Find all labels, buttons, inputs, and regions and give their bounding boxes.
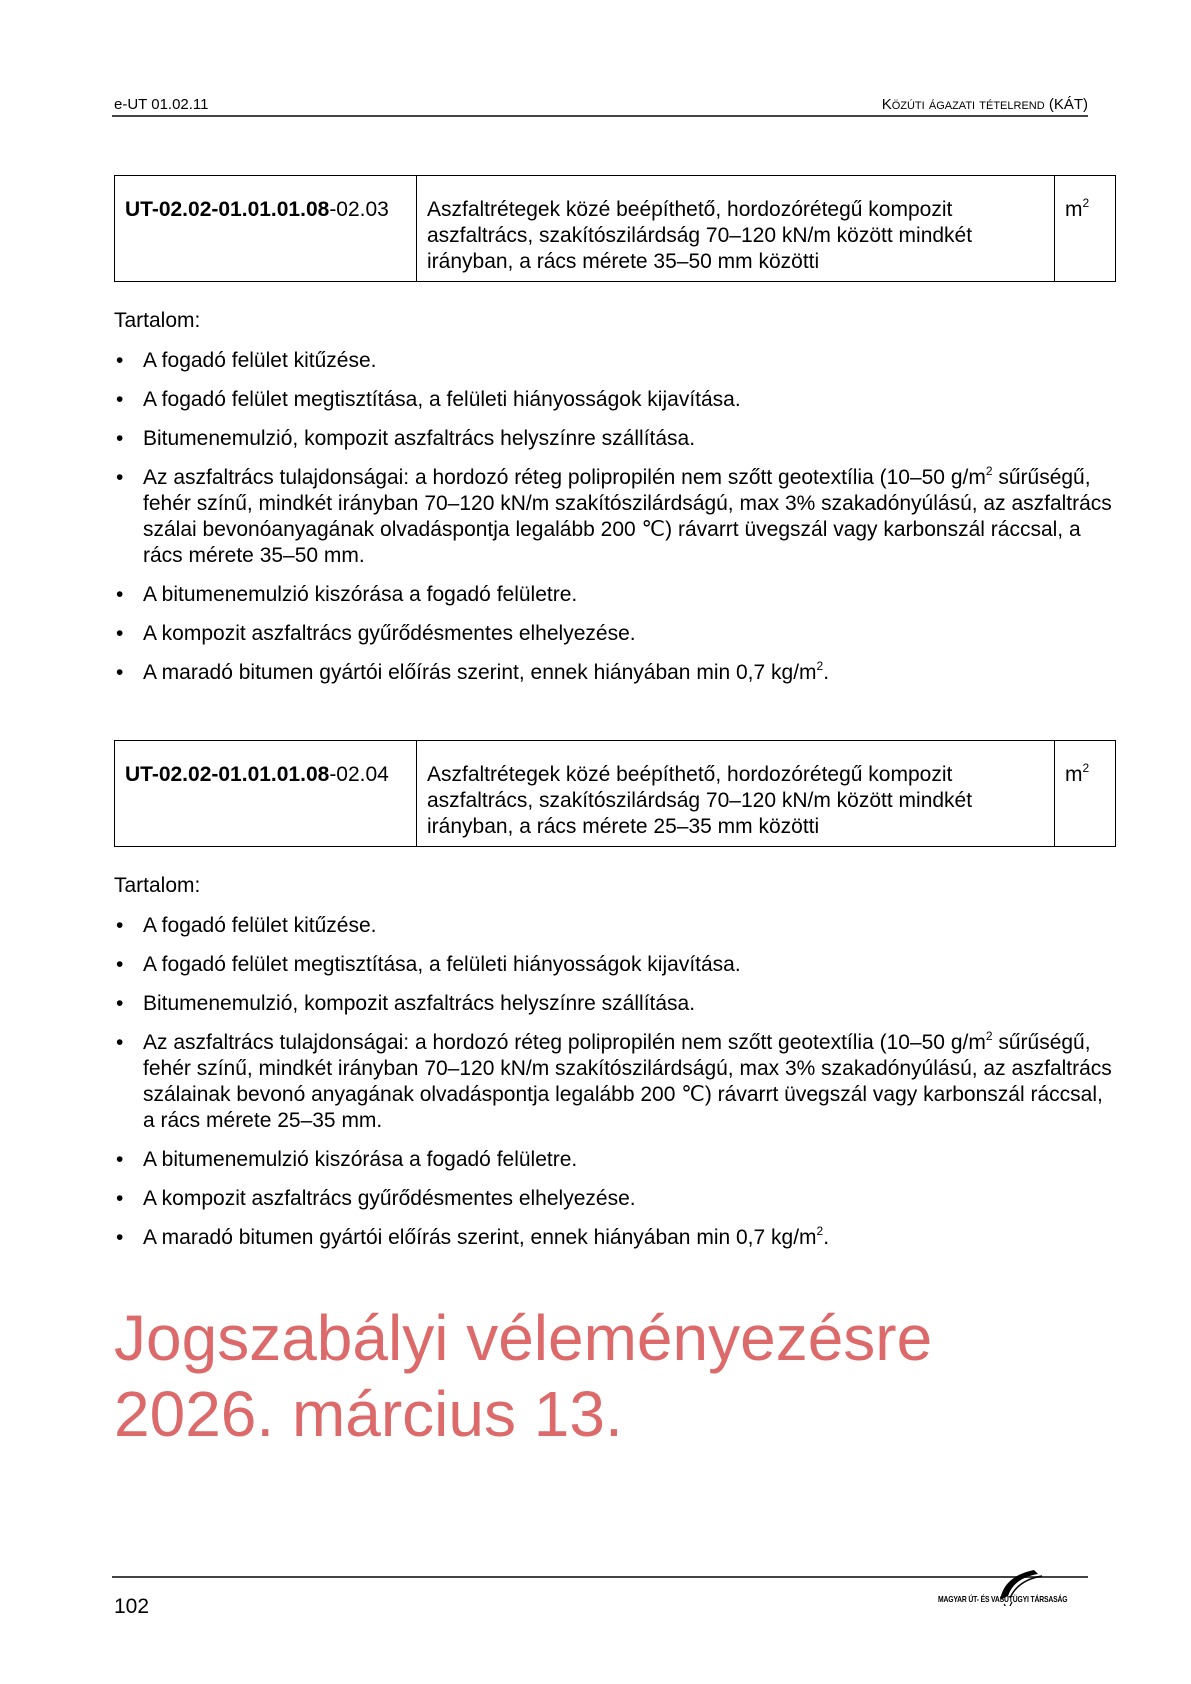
- header-rule: [112, 115, 1088, 117]
- list-item: • A kompozit aszfaltrács gyűrődésmentes elhelyezése.: [114, 1186, 1114, 1212]
- list-item: • Bitumenemulzió, kompozit aszfaltrács helyszínre szállítása.: [114, 426, 1114, 452]
- content-list: [114, 913, 1114, 1264]
- page-number: 102: [114, 1595, 150, 1618]
- list-item-text: A maradó bitumen gyártói előírás szerint, ennek hiányában min 0,7 kg/m: [143, 661, 817, 684]
- list-item: • A fogadó felület kitűzése.: [114, 913, 1114, 939]
- item-unit: $m^2$: [1055, 176, 1116, 282]
- list-item-text: A maradó bitumen gyártói előírás szerint, ennek hiányában min 0,7 kg/m: [143, 1226, 817, 1249]
- item-code: UT-02.02-01.01.01.08-02.04: [115, 741, 417, 847]
- item-table-1: [114, 175, 1116, 282]
- list-item: • A bitumenemulzió kiszórása a fogadó felületre.: [114, 582, 1114, 608]
- item-unit: $m^2$: [1055, 741, 1116, 847]
- list-item: • A fogadó felület kitűzése.: [114, 348, 1114, 374]
- item-table-2: [114, 740, 1116, 847]
- content-label: Tartalom:: [114, 874, 201, 897]
- content-label: Tartalom:: [114, 309, 201, 332]
- list-item-text: sűrűségű, fehér színű, mindkét irányban 70–120 kN/m szakítószilárdságú, max 3% szakadónyúlású, az aszfaltrács szálainak bevonó anyagának olvadáspontja legalább 200 ℃) rávarrt üvegszál vagy karbonszál ráccsal, a rács mérete 25–35 mm.: [143, 1031, 1112, 1132]
- list-item-text: sűrűségű, fehér színű, mindkét irányban 70–120 kN/m szakítószilárdságú, max 3% szakadónyúlású, az aszfaltrács szálai bevonóanyagának olvadáspontja legalább 200 ℃) rávarrt üvegszál vagy karbonszál ráccsal, a rács mérete 35–50 mm.: [143, 466, 1112, 567]
- list-item-text: Az aszfaltrács tulajdonságai: a hordozó réteg polipropilén nem szőtt geotextília (10–50 g/m: [143, 466, 986, 489]
- list-item-text: 2: [816, 1224, 824, 1238]
- list-item: [114, 660, 1114, 686]
- list-item-text: 2: [985, 1029, 993, 1043]
- item-code: UT-02.02-01.01.01.08-02.03: [115, 176, 417, 282]
- list-item: • A kompozit aszfaltrács gyűrődésmentes elhelyezése.: [114, 621, 1114, 647]
- list-item: [114, 465, 1114, 569]
- item-description: Aszfaltrétegek közé beépíthető, hordozórétegű kompozit aszfaltrács, szakítószilárdság 70–120 kN/m között mindkét irányban, a rács mérete 35–50 mm közötti: [417, 176, 1055, 282]
- header-doc-id: e-UT 01.02.11: [114, 96, 209, 113]
- watermark-text: Jogszabályi véleményezésre 2026. március 13.: [114, 1302, 933, 1450]
- list-item: • A bitumenemulzió kiszórása a fogadó felületre.: [114, 1147, 1114, 1173]
- list-item: • A fogadó felület megtisztítása, a felületi hiányosságok kijavítása.: [114, 952, 1114, 978]
- list-item-text: .: [823, 1226, 830, 1249]
- list-item: [114, 1030, 1114, 1134]
- list-item-text: 2: [816, 659, 824, 673]
- header-title: Közúti ágazati tételrend (KÁT): [881, 96, 1088, 113]
- list-item: [114, 1225, 1114, 1251]
- society-logo: MAGYAR ÚT- ÉS VASÚTÜGYI TÁRSASÁG: [938, 1572, 1088, 1612]
- item-description: Aszfaltrétegek közé beépíthető, hordozórétegű kompozit aszfaltrács, szakítószilárdság 70–120 kN/m között mindkét irányban, a rács mérete 25–35 mm közötti: [417, 741, 1055, 847]
- list-item: • Bitumenemulzió, kompozit aszfaltrács helyszínre szállítása.: [114, 991, 1114, 1017]
- list-item-text: .: [823, 661, 830, 684]
- list-item: • A fogadó felület megtisztítása, a felületi hiányosságok kijavítása.: [114, 387, 1114, 413]
- list-item-text: 2: [985, 464, 993, 478]
- content-list: [114, 348, 1114, 699]
- list-item-text: Az aszfaltrács tulajdonságai: a hordozó réteg polipropilén nem szőtt geotextília (10–50 g/m: [143, 1031, 986, 1054]
